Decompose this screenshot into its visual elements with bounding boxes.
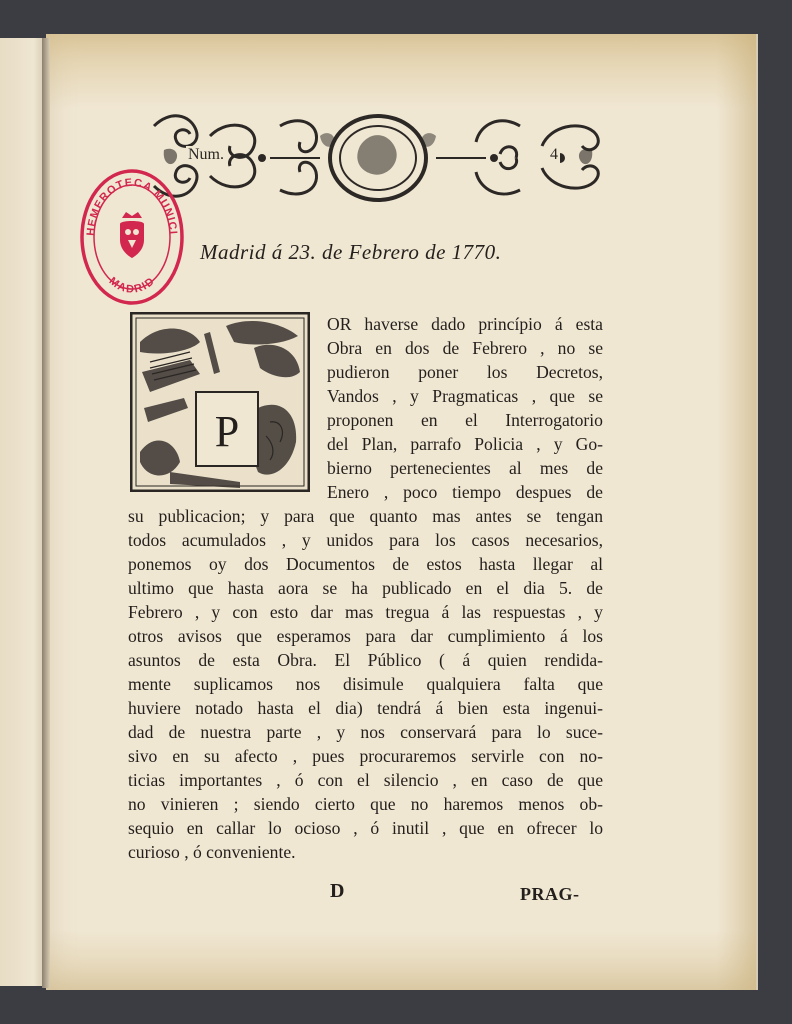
library-stamp <box>78 166 186 308</box>
text-line: OR haverse dado princípio á esta <box>327 314 603 334</box>
stamp-text-top: HEMEROTECA MUNICI <box>84 176 179 237</box>
page-stain-right <box>716 34 756 990</box>
text-line: su publicacion; y para que quanto mas antes se tengan <box>128 506 604 526</box>
dateline: Madrid á 23. de Febrero de 1770. <box>200 240 502 264</box>
text-line: ponemos oy dos Documentos de estos hasta llegar al <box>128 554 604 574</box>
text-line: proponen en el Interrogatorio <box>327 410 603 430</box>
text-line: ultimo que hasta aora se ha publicado en el dia 5. de <box>128 578 603 598</box>
woodcut-initial-icon <box>130 312 310 492</box>
book-spine <box>42 38 50 988</box>
issue-number-label: Num. <box>188 146 224 163</box>
text-line: ticias importantes , ó con el silencio , en caso de que <box>128 770 604 790</box>
text-line: mente suplicamos nos disimule qualquiera falta que <box>128 674 604 694</box>
text-line: bierno pertenecientes al mes de <box>327 458 603 478</box>
text-line: Vandos , y Pragmaticas , que se <box>327 386 604 406</box>
text-line: huviere notado hasta el dia) tendrá á bien esta ingenui- <box>128 698 604 718</box>
dropcap-letter: P <box>214 407 240 456</box>
text-line: sivo en su afecto , pues procuraremos servirle con no- <box>128 746 603 766</box>
text-line: Enero , poco tiempo despues de <box>327 482 603 502</box>
text-line: otros avisos que esperamos para dar cumplimiento á los <box>128 626 603 646</box>
text-line: no vinieren ; siendo cierto que no haremos menos ob- <box>128 794 603 814</box>
signature-mark: D <box>330 880 345 902</box>
text-line: todos acumulados , y unidos para los casos necesarios, <box>128 530 604 550</box>
stamp-seal-icon <box>78 166 186 308</box>
text-line: del Plan, parrafo Policia , y Go- <box>327 434 603 454</box>
page-stain-bottom <box>46 930 756 990</box>
text-line: sequio en callar lo ocioso , ó inutil , que en ofrecer lo <box>128 818 604 838</box>
woodcut-initial <box>130 312 310 492</box>
stamp-text-bottom: MADRID <box>106 274 158 296</box>
svg-text:MADRID <box>107 275 158 296</box>
text-line: asuntos de esta Obra. El Público ( á quien rendida- <box>128 650 604 670</box>
text-line: pudieron poner los Decretos, <box>327 362 603 382</box>
text-line: curioso , ó conveniente. <box>128 842 296 862</box>
issue-number-value: 4 <box>550 146 558 163</box>
text-line: Febrero , y con esto dar mas tregua á las respuestas , y <box>128 602 603 622</box>
catchword: PRAG- <box>520 884 580 904</box>
text-line: dad de nuestra parte , y nos conservará para lo suce- <box>128 722 603 742</box>
text-line: Obra en dos de Febrero , no se <box>327 338 604 358</box>
page-stain-top <box>46 34 756 109</box>
